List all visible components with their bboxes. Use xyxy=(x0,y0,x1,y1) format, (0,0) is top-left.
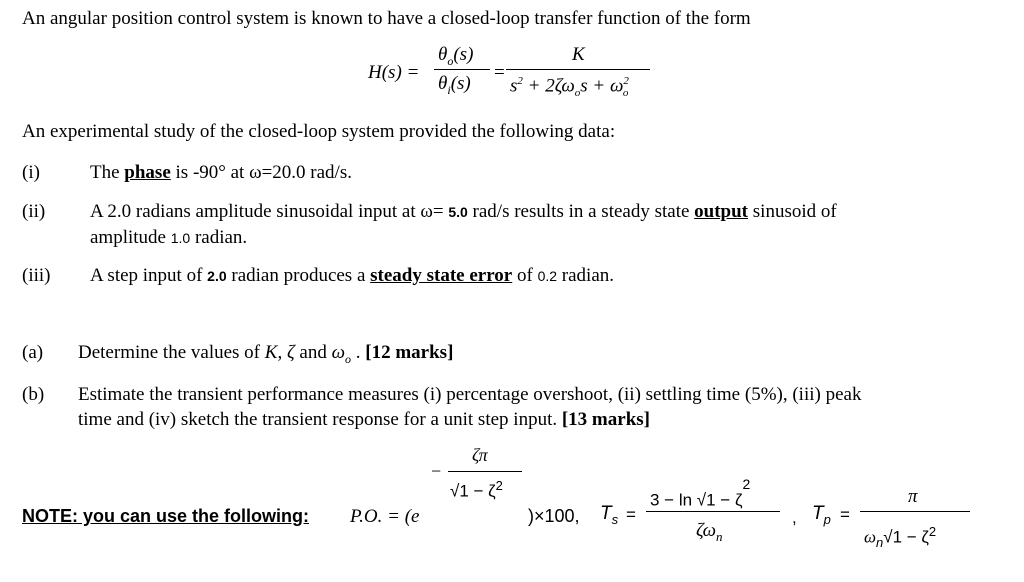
data-item-text: The phase is -90° at ω=20.0 rad/s. xyxy=(90,162,352,183)
ts-denominator: $\zeta\omega_n$ xyxy=(696,520,723,544)
po-formula-lhs: P.O. = (e xyxy=(350,506,420,527)
note-label: NOTE: you can use the following: xyxy=(22,506,310,526)
tp-denominator: $\omega_n√1 - \zeta^2$ xyxy=(864,524,937,551)
study-text: An experimental study of the closed-loop system provided the following data: xyxy=(22,121,616,142)
tf-eq: = xyxy=(494,62,505,83)
ts-eq: = xyxy=(626,505,636,524)
question-text: Estimate the transient performance measures (i) percentage overshoot, (ii) settling time (5%), (iii) peak xyxy=(78,384,862,405)
tf-den2: $s^2 + 2\zeta\omega_os + \omega^2_o$ xyxy=(510,75,629,100)
question-number: (b) xyxy=(22,384,45,405)
tp-fraction-bar xyxy=(860,511,970,512)
tf-fraction-bar-2 xyxy=(506,69,650,70)
tf-fraction-bar-1 xyxy=(434,69,490,70)
question-number: (a) xyxy=(22,342,44,363)
po-exponent-bar xyxy=(448,471,522,472)
ts-fraction-bar xyxy=(646,511,780,512)
po-formula-times: )×100, xyxy=(528,506,580,526)
data-item-text-line2: amplitude 1.0 radian. xyxy=(90,227,248,248)
question-text: Determine the values of K, ζ and $\omega_o$ . [12 marks] xyxy=(78,342,454,366)
tp-symbol: $T_p$ xyxy=(812,503,831,527)
data-item-number: (i) xyxy=(22,162,40,183)
question-text-line2: time and (iv) sketch the transient response for a unit step input. [13 marks] xyxy=(78,409,650,430)
po-exponent-numerator: ζπ xyxy=(472,445,488,465)
ts-comma: , xyxy=(792,508,797,527)
intro-text: An angular position control system is known to have a closed-loop transfer function of the form xyxy=(22,8,751,29)
data-item-text: A 2.0 radians amplitude sinusoidal input at ω= 5.0 rad/s results in a steady state output sinusoid of xyxy=(90,201,837,222)
data-item-number: (ii) xyxy=(22,201,46,222)
po-exponent-denominator: $√1 - \zeta^2$ xyxy=(450,478,503,501)
tf-den1: $\theta_i(s)$ xyxy=(438,73,471,97)
po-exponent-minus: − xyxy=(431,461,442,481)
data-item-number: (iii) xyxy=(22,265,51,286)
tf-lhs: H(s) = xyxy=(368,62,420,83)
ts-numerator: $3 - \ln √1 - \zeta^2$ xyxy=(650,476,751,510)
tf-num1: $\theta_o(s)$ xyxy=(438,44,474,68)
ts-symbol: $T_s$ xyxy=(600,503,619,527)
tp-eq: = xyxy=(840,505,850,524)
tf-num2: K xyxy=(572,44,585,65)
data-item-text: A step input of 2.0 radian produces a steady state error of 0.2 radian. xyxy=(90,265,615,286)
tp-numerator: π xyxy=(908,486,918,507)
